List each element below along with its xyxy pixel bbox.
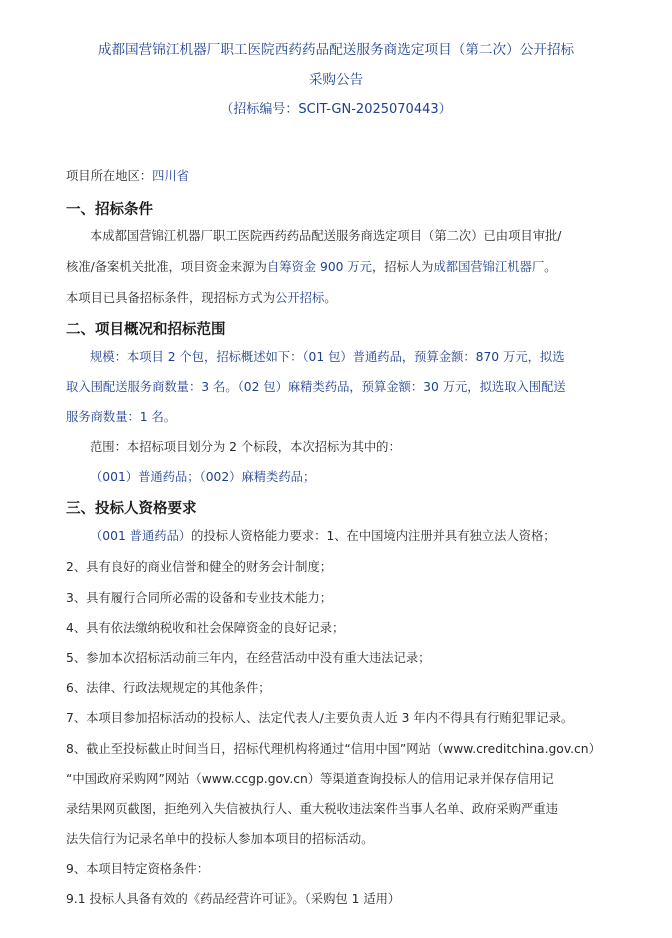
section3-heading: 三、投标人资格要求	[66, 501, 197, 517]
scale-line1: 规模：本项目 2 个包，招标概述如下：（01 包）普通药品，预算金额：870 万元，拟选	[90, 350, 565, 364]
qualification-item9-1: 9.1 投标人具备有效的《药品经营许可证》。（采购包 1 适用）	[66, 892, 401, 906]
section2-heading: 二、项目概况和招标范围	[66, 322, 226, 338]
region-value: 四川省	[152, 169, 189, 183]
qualification-item6: 6、法律、行政法规规定的其他条件；	[66, 681, 271, 695]
doc-title-line2: 采购公告	[308, 72, 364, 88]
qualification-item8-line2: “中国政府采购网”网站（www.ccgp.gov.cn）等渠道查询投标人的信用记录并保存信用记	[66, 772, 554, 786]
tenderer-text: ，招标人为	[371, 260, 434, 274]
qualification-item1	[90, 528, 556, 544]
qualification-item8-line3: 录结果网页截图，拒绝列入失信被执行人、重大税收违法案件当事人名单、政府采购严重违	[66, 802, 558, 816]
qualification-item3: 3、具有履行合同所必需的设备和专业技术能力；	[66, 591, 333, 605]
qualification-item8-line4: 法失信行为记录名单中的投标人参加本项目的招标活动。	[66, 832, 374, 846]
scale-line2: 取入围配送服务商数量：3 名。（02 包）麻精类药品，预算金额：30 万元，拟选取入围配送	[66, 380, 566, 394]
qualification-item9: 9、本项目特定资格条件：	[66, 862, 210, 876]
qualification-item8-line1: 8、截止至投标截止时间当日，招标代理机构将通过“信用中国”网站（www.creditchina.gov.cn）	[66, 742, 601, 756]
doc-title-line1: 成都国营锦江机器厂职工医院西药药品配送服务商选定项目（第二次）公开招标	[97, 42, 575, 58]
project-region	[66, 168, 189, 184]
section1-heading: 一、招标条件	[66, 202, 153, 218]
qualification-item4: 4、具有依法缴纳税收和社会保障资金的良好记录；	[66, 621, 345, 635]
item1-text: 的投标人资格能力要求：1、在中国境内注册并具有独立法人资格；	[191, 529, 556, 543]
funding-text: 核准/备案机关批准，项目资金来源为	[66, 260, 267, 274]
region-label: 项目所在地区：	[66, 169, 153, 183]
range-line: 范围：本招标项目划分为 2 个标段，本次招标为其中的：	[90, 440, 401, 454]
method-text: 本项目已具备招标条件，现招标方式为	[66, 291, 276, 305]
funding-source: 自筹资金 900 万元	[266, 260, 372, 274]
tender-method: 公开招标	[275, 291, 325, 305]
qualification-item2: 2、具有良好的商业信誉和健全的财务会计制度；	[66, 560, 333, 574]
section1-para-line1: 本成都国营锦江机器厂职工医院西药药品配送服务商选定项目（第二次）已由项目审批/	[90, 229, 562, 243]
lot-prefix: （001 普通药品）	[90, 529, 192, 543]
lots-line: （001）普通药品；（002）麻精类药品；	[90, 470, 316, 484]
tender-code: （招标编号：SCIT-GN-2025070443）	[220, 102, 452, 117]
period-mark: 。	[544, 260, 557, 274]
section1-para-line3	[66, 290, 337, 306]
qualification-item5: 5、参加本次招标活动前三年内，在经营活动中没有重大违法记录；	[66, 651, 431, 665]
period-mark-2: 。	[324, 291, 337, 305]
section1-para-line2	[66, 259, 556, 275]
scale-line3: 服务商数量：1 名。	[66, 410, 177, 424]
qualification-item7: 7、本项目参加招标活动的投标人、法定代表人/主要负责人近 3 年内不得具有行贿犯罪记录。	[66, 711, 574, 725]
tenderer-name: 成都国营锦江机器厂	[433, 260, 545, 274]
